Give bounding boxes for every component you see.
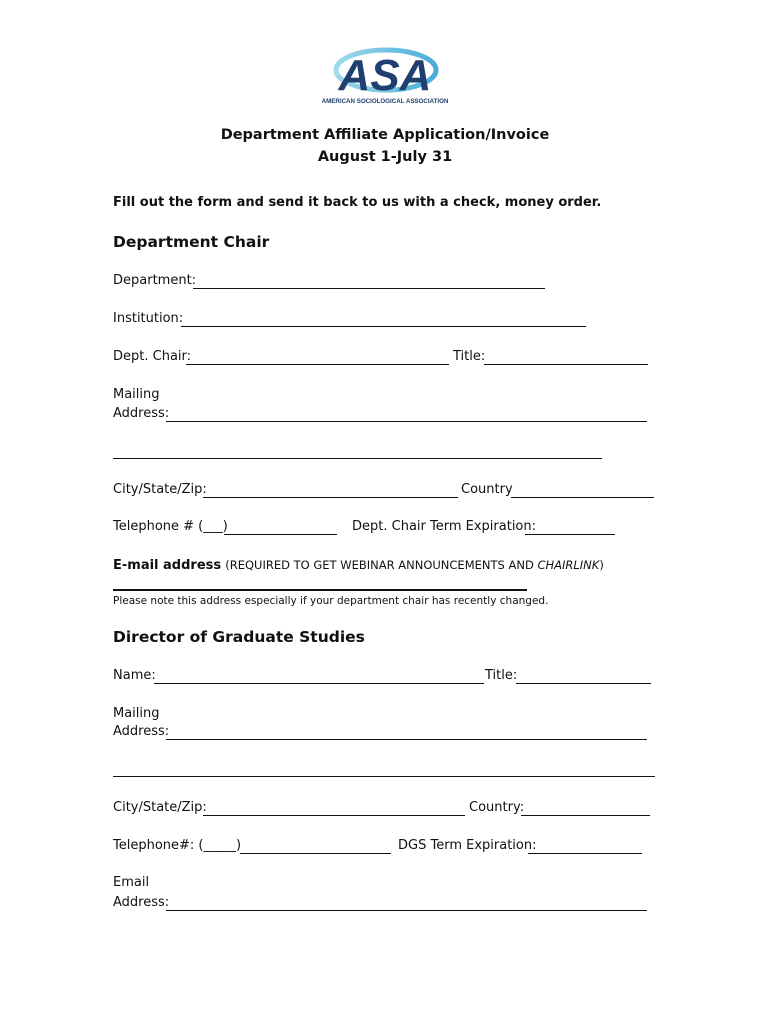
dgs-name-label: Name: (113, 668, 156, 683)
department-label: Department: (113, 273, 197, 288)
chair-term-label: Dept. Chair Term Expiration: (352, 519, 536, 534)
section-heading-chair: Department Chair (113, 233, 270, 251)
address-label: Address: (113, 406, 170, 421)
dgs-country-field[interactable] (521, 815, 650, 816)
dgs-city-state-zip-label: City/State/Zip: (113, 800, 207, 815)
dgs-telephone-field[interactable] (240, 853, 391, 854)
email-field[interactable] (113, 589, 527, 591)
dgs-email-label: Email (113, 875, 150, 890)
dgs-term-field[interactable] (528, 853, 642, 854)
city-state-zip-label: City/State/Zip: (113, 482, 207, 497)
dgs-mailing-address-field[interactable] (166, 739, 647, 740)
dgs-term-label: DGS Term Expiration: (398, 838, 537, 853)
dgs-telephone-label: Telephone#: (_____) (113, 838, 242, 853)
email-note-chairlink: CHAIRLINK (537, 558, 600, 572)
mailing-label: Mailing (113, 387, 160, 402)
institution-field[interactable] (181, 326, 586, 327)
dgs-name-field[interactable] (154, 683, 484, 684)
dgs-mailing-address-line-2[interactable] (113, 776, 655, 777)
dgs-email-address-label: Address: (113, 895, 170, 910)
dept-chair-field[interactable] (186, 364, 449, 365)
mailing-address-line-2[interactable] (113, 458, 602, 459)
country-field[interactable] (511, 497, 654, 498)
logo-org-name: AMERICAN SOCIOLOGICAL ASSOCIATION (322, 98, 448, 105)
institution-label: Institution: (113, 311, 184, 326)
dgs-country-label: Country: (469, 800, 525, 815)
email-label-row (113, 557, 604, 574)
dgs-title-label: Title: (485, 668, 518, 683)
dgs-city-state-zip-field[interactable] (203, 815, 465, 816)
mailing-address-field[interactable] (166, 421, 647, 422)
email-note-pre: (REQUIRED TO GET WEBINAR ANNOUNCEMENTS AND (225, 558, 538, 572)
department-field[interactable] (193, 288, 545, 289)
instruction-text: Fill out the form and send it back to us with a check, money order. (113, 195, 602, 210)
dgs-mailing-label: Mailing (113, 706, 160, 721)
dept-chair-label: Dept. Chair: (113, 349, 192, 364)
dgs-title-field[interactable] (516, 683, 651, 684)
chair-title-label: Title: (453, 349, 486, 364)
city-state-zip-field[interactable] (203, 497, 458, 498)
section-heading-dgs: Director of Graduate Studies (113, 628, 365, 646)
chair-term-field[interactable] (525, 534, 615, 535)
document-subtitle: August 1-July 31 (317, 149, 453, 165)
telephone-label: Telephone # (___) (113, 519, 228, 534)
dgs-email-field[interactable] (166, 910, 647, 911)
dgs-address-label: Address: (113, 724, 170, 739)
email-note: Please note this address especially if your department chair has recently changed. (113, 595, 549, 607)
telephone-field[interactable] (224, 534, 337, 535)
email-note-post: ) (599, 558, 604, 572)
document-title: Department Affiliate Application/Invoice (220, 127, 550, 143)
country-label: Country (461, 482, 513, 497)
logo-letters: ASA (338, 51, 432, 100)
asa-logo (322, 44, 448, 106)
chair-title-field[interactable] (484, 364, 648, 365)
email-label: E-mail address (113, 558, 222, 573)
